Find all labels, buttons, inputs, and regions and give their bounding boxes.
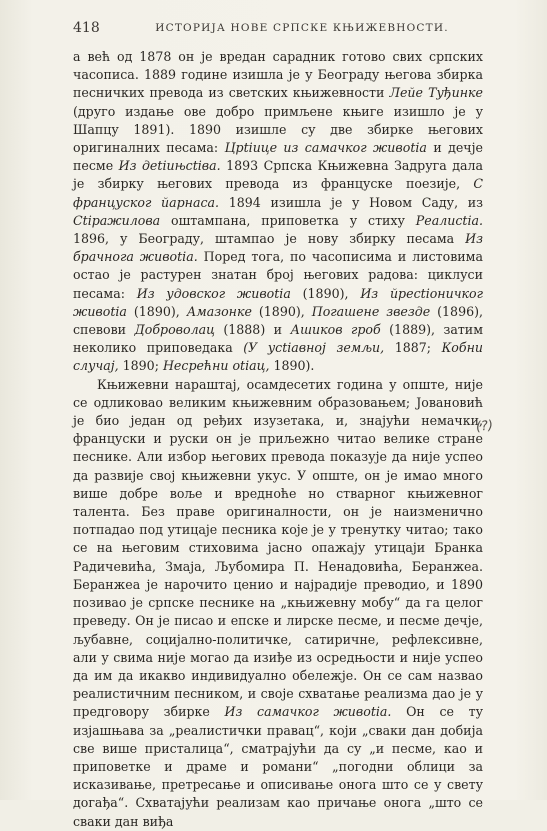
book-title: (У усtiавној земљи, — [243, 340, 385, 356]
book-title: Доброволац — [134, 322, 215, 338]
handwritten-margin-note: (?) — [475, 418, 494, 435]
book-title: Црtiице из самачког живоtiа — [224, 140, 427, 156]
page-number: 418 — [73, 20, 100, 36]
book-title: Погашене звезде — [311, 303, 431, 319]
book-title: Реалисtiа. — [415, 212, 483, 228]
book-title: Из брачнога живоtiа. — [73, 231, 483, 265]
book-title: Кобни случај, — [73, 340, 483, 374]
book-title: Из самачког живоtiа. — [224, 704, 392, 720]
running-head: ИСТОРИЈА НОВЕ СРПСКЕ КЊИЖЕВНОСТИ. — [155, 22, 449, 34]
book-title: Из удовског живоtiа — [136, 285, 291, 301]
book-title: Амазонке — [186, 303, 252, 319]
book-title: Из деtiињсtiва. — [118, 158, 221, 174]
paragraph-2: Књижевни нараштај, осамдесетих година у опште, није се одликовао великим књижевним образовањем; Јовановић је био један од ређих изузетака, и, знајући немачки, француски и руски он је приљежно читао велике стране песнике. Али избор његових превода показује да није успео да развије свој књижевни укус. У опште, он је имао много више добре воље и вредноће но стварног књижевног талента. Без праве оригиналности, он је наизменично потпадао под утицаје песника које је у тренутку читао; тако се на његовим стиховима јасно опажају утицаји Бранка Радичевића, Змаја, Љубомира П. Ненадовића, Беранжеа. Беранжеа је нарочито ценио и најрадије преводио, и 1890 позивао је српске песнике на „књижевну мобу“ да га целог преведу. Он је писао и епске и лирске песме, и песме дечје, љубавне, социјално-политичке, сатиричне, рефлексивне, али у свима није могао да изиђе из осредњости и није успео да им да икакво индивидуално обележје. Он се сам назвао реалистичним песником, и своје схватање реализма дао је у предговору збирке Из самачког живоtiа. Он се ту изјашњава за „реалистички правац“, који „сваки дан добија све више присталица“, сматрајући да су „и песме, као и приповетке и драме и романи“ „погодни облици за исказивање, претресање и описивање онога што се у свету догађа“. Схватајући реализам као причање онога „што се сваки дан виђа — [73, 376, 483, 829]
book-title: Несрећни оtiац, — [162, 358, 270, 374]
book-title: Ашиков гроб — [290, 322, 381, 338]
book-title: Лейе Туђинке — [389, 85, 484, 101]
book-title: С француског йарнаса. — [73, 176, 483, 210]
book-title: Из йресtiоничког живоtiа — [73, 285, 484, 319]
paragraph-1: а већ од 1878 он је вредан сарадник готово свих српских часописа. 1889 године изишла је у Београду његова збирка песничких превода из светских књижевности Лейе Туђинке (друго издање ове добро примљене књиге изишло је у Шапцу 1891). 1890 изишле су две збирке његових оригиналних песама: Црtiице из самачког живоtiа и дечје песме Из деtiињсtiва. 1893 Српска Књижевна Задруга дала је збирку његових превода из француске поезије, С француског йарнаса. 1894 изишла је у Новом Саду, из Сtiражилова оштампана, приповетка у стиху Реалисtiа. 1896, у Београду, штампао је нову збирку песама Из брачнога живоtiа. Поред тога, по часописима и листовима остао је растурен знатан број његових радова: циклуси песама: Из удовског живоtiа (1890), Из йресtiоничког живоtiа (1890), Амазонке (1890), Погашене звезде (1896), спевови Доброволац (1888) и Ашиков гроб (1889), затим неколико приповедака (У усtiавној земљи, 1887; Кобни случај, 1890; Несрећни оtiац, 1890). — [73, 49, 484, 374]
body-text — [73, 48, 483, 831]
book-title: Сtiражилова — [73, 212, 161, 228]
page-header — [73, 20, 483, 42]
